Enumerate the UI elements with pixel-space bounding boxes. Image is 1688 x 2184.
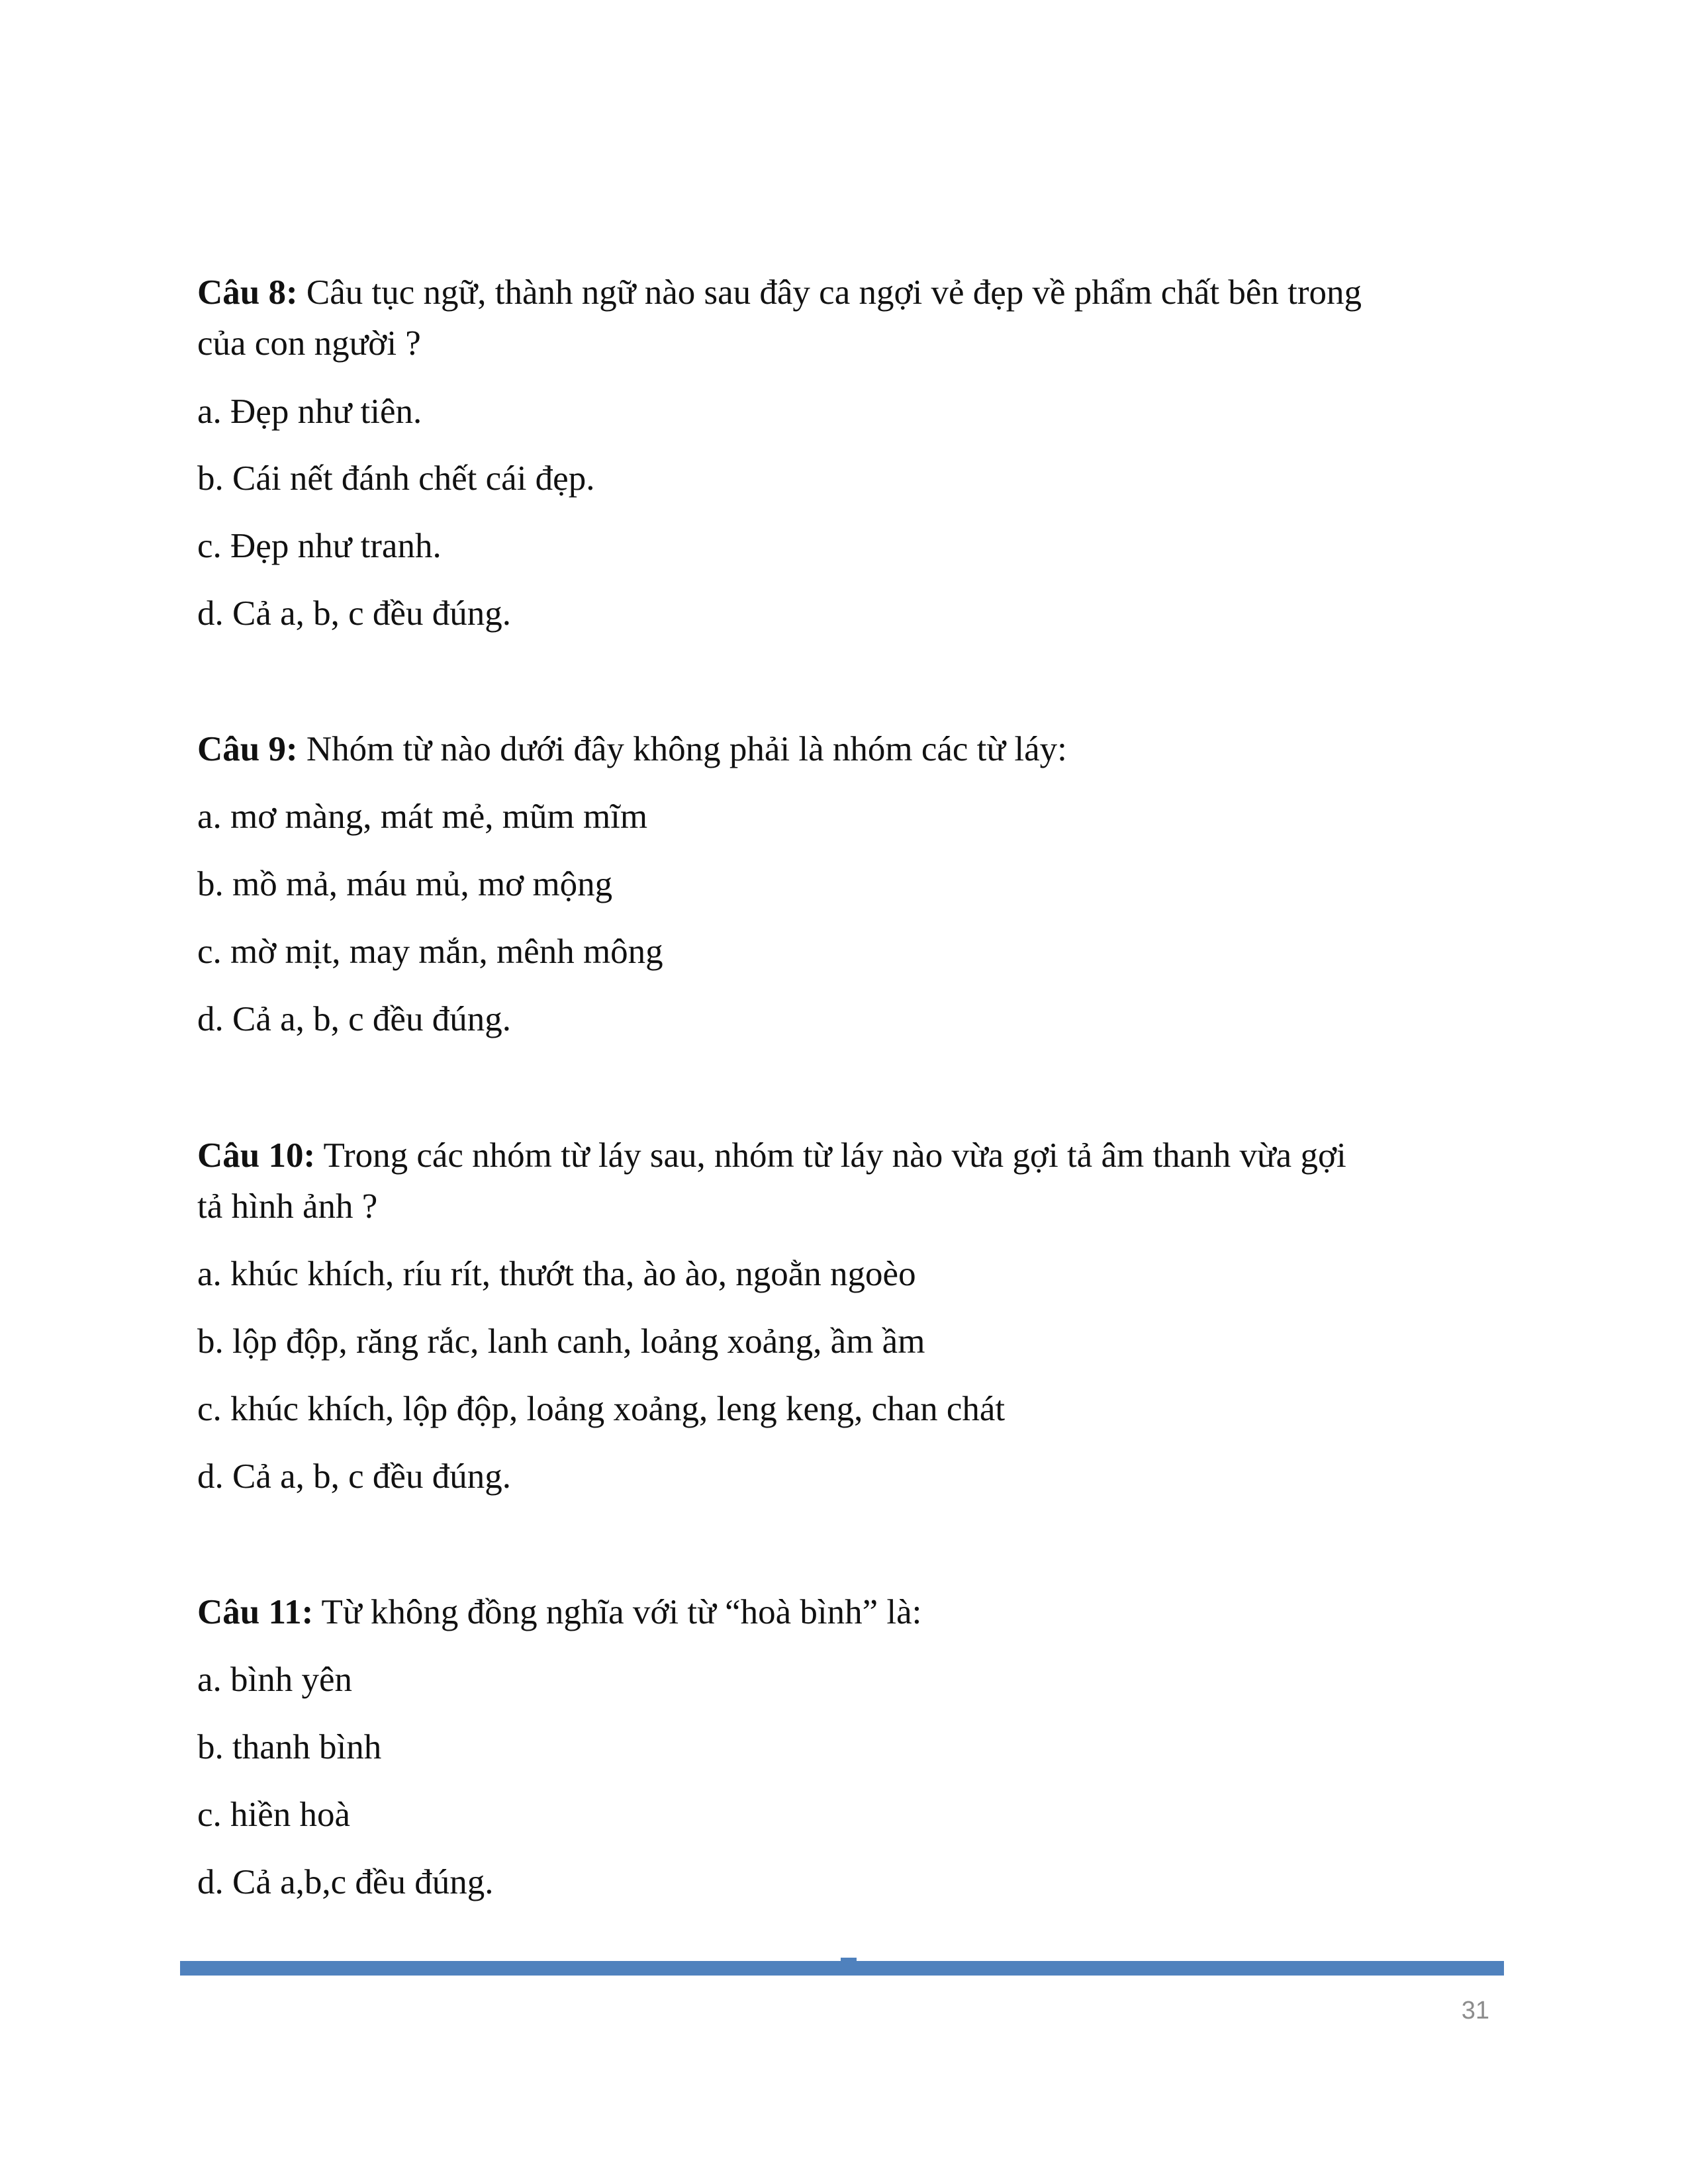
question-8-option-b: b. Cái nết đánh chết cái đẹp. <box>197 459 595 498</box>
question-8-label: Câu 8: <box>197 273 298 312</box>
question-9-option-d: d. Cả a, b, c đều đúng. <box>197 1000 511 1038</box>
question-10-option-d: d. Cả a, b, c đều đúng. <box>197 1457 511 1496</box>
question-8-line-1 <box>197 268 1521 317</box>
question-8-option-a: a. Đẹp như tiên. <box>197 392 422 431</box>
question-11-option-a: a. bình yên <box>197 1661 353 1699</box>
question-11-option-c: c. hiền hoà <box>197 1796 351 1834</box>
question-9-option-b: b. mồ mả, máu mủ, mơ mộng <box>197 865 613 903</box>
question-11-option-d: d. Cả a,b,c đều đúng. <box>197 1863 494 1901</box>
question-10-text: Trong các nhóm từ láy sau, nhóm từ láy nào vừa gợi tả âm thanh vừa gợi <box>323 1136 1346 1175</box>
question-8-option-d: d. Cả a, b, c đều đúng. <box>197 594 511 633</box>
question-10-line-1 <box>197 1131 1521 1180</box>
footer-rule <box>180 1961 1504 1976</box>
question-11-label: Câu 11: <box>197 1593 314 1631</box>
question-10-option-b: b. lộp độp, răng rắc, lanh canh, loảng xoảng, ầm ầm <box>197 1322 925 1361</box>
question-9-option-c: c. mờ mịt, may mắn, mênh mông <box>197 933 663 971</box>
question-8-line-2: của con người ? <box>197 324 421 363</box>
question-10-line-2: tả hình ảnh ? <box>197 1187 378 1226</box>
question-11-text: Từ không đồng nghĩa với từ “hoà bình” là: <box>321 1593 922 1631</box>
question-9-text: Nhóm từ nào dưới đây không phải là nhóm các từ láy: <box>306 730 1067 768</box>
question-11-option-b: b. thanh bình <box>197 1728 382 1766</box>
question-9-label: Câu 9: <box>197 730 298 768</box>
question-10-option-a: a. khúc khích, ríu rít, thướt tha, ào ào, ngoằn ngoèo <box>197 1255 916 1293</box>
page-number: 31 <box>1461 1997 1489 2025</box>
question-9-option-a: a. mơ màng, mát mẻ, mũm mĩm <box>197 797 648 836</box>
question-11-line-1 <box>197 1588 1521 1637</box>
question-10-label: Câu 10: <box>197 1136 316 1175</box>
question-10-option-c: c. khúc khích, lộp độp, loảng xoảng, leng keng, chan chát <box>197 1390 1006 1428</box>
question-8-text: Câu tục ngữ, thành ngữ nào sau đây ca ngợi vẻ đẹp về phẩm chất bên trong <box>306 273 1362 312</box>
question-8-option-c: c. Đẹp như tranh. <box>197 527 442 565</box>
question-9-line-1 <box>197 725 1521 774</box>
